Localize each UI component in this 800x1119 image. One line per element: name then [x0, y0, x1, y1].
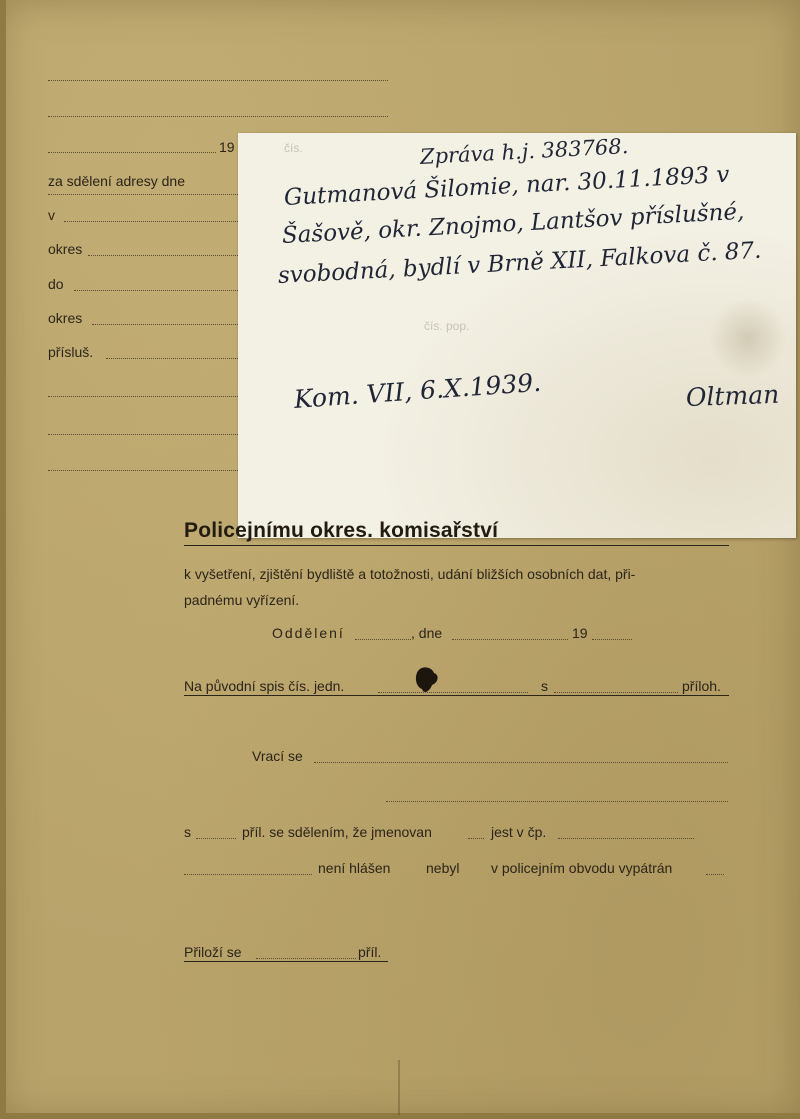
blank-line [48, 152, 216, 153]
note-line-2: Gutmanová Šilomie, nar. 30.11.1893 v [283, 161, 731, 211]
date-label: , dne [411, 625, 443, 641]
form-heading: Policejnímu okres. komisařství [184, 519, 499, 542]
pasted-handwritten-note [238, 133, 796, 538]
address-notice-label: za sdělení adresy dne [48, 173, 185, 189]
attachment-count-blank [554, 692, 678, 693]
instruction-line-2: padnému vyřízení. [184, 592, 300, 608]
blank-line [48, 116, 388, 117]
note-line-1: Zpráva h.j. 383768. [419, 134, 629, 169]
paper-stain [708, 298, 788, 378]
attachments-label: příloh. [682, 678, 721, 694]
note-line-4: svobodná, bydlí v Brně XII, Falkova č. 87. [277, 237, 763, 289]
note-line-5: Kom. VII, 6.X.1939. [292, 367, 542, 414]
date-blank [452, 639, 568, 640]
with-label: s [541, 678, 548, 694]
heading-underline [184, 545, 729, 546]
belonging-label: přísluš. [48, 344, 94, 360]
blank-line [48, 434, 240, 435]
blank-line [64, 221, 242, 222]
count-blank [196, 838, 236, 839]
was-not-label: nebyl [426, 860, 460, 876]
year-prefix: 19 [219, 139, 235, 155]
blank-line [48, 396, 240, 397]
paper-fold [398, 1060, 400, 1115]
enclosed-suffix: příl. [358, 944, 382, 960]
note-signature: Oltman [685, 379, 780, 412]
blank-line [48, 80, 388, 81]
district-label-1: okres [48, 241, 83, 257]
returns-blank-2 [386, 801, 728, 802]
gender-blank [468, 838, 484, 839]
with-label-2: s [184, 824, 191, 840]
paper-edge-left [0, 0, 6, 1119]
original-file-label: Na původní spis čís. jedn. [184, 678, 345, 694]
blank-line [74, 290, 242, 291]
in-label: v [48, 207, 55, 223]
blank-line [48, 194, 238, 195]
name-blank [184, 874, 312, 875]
notice-text: příl. se sdělením, že jmenovan [242, 824, 432, 840]
enclosed-label: Přiloží se [184, 944, 242, 960]
enclosed-blank [256, 958, 356, 959]
returns-label: Vrací se [252, 748, 303, 764]
returns-blank [314, 762, 728, 763]
house-number-blank [558, 838, 694, 839]
blank-line [48, 470, 240, 471]
file-number-blank [378, 692, 528, 693]
blank-line [88, 255, 242, 256]
ghost-print: čís. [284, 141, 303, 155]
blank-line [106, 358, 242, 359]
year-blank [592, 639, 632, 640]
not-registered-label: není hlášen [318, 860, 391, 876]
instruction-line-1: k vyšetření, zjištění bydliště a totožnosti, udání bližších osobních dat, při- [184, 566, 636, 582]
note-line-3: Šašově, okr. Znojmo, Lantšov příslušné, [281, 198, 745, 249]
date-year: 19 [572, 625, 588, 641]
ink-blot [414, 665, 440, 695]
paper-edge-bottom [0, 1113, 800, 1119]
to-label: do [48, 276, 64, 292]
house-number-label: jest v čp. [491, 824, 547, 840]
found-label: v policejním obvodu vypátrán [491, 860, 673, 876]
department-label: Oddělení [272, 625, 345, 641]
ghost-print: čís. pop. [424, 319, 470, 333]
enclosed-underline [184, 961, 388, 962]
found-blank [706, 874, 724, 875]
file-underline [184, 695, 729, 696]
department-blank [355, 639, 411, 640]
district-label-2: okres [48, 310, 83, 326]
blank-line [92, 324, 242, 325]
